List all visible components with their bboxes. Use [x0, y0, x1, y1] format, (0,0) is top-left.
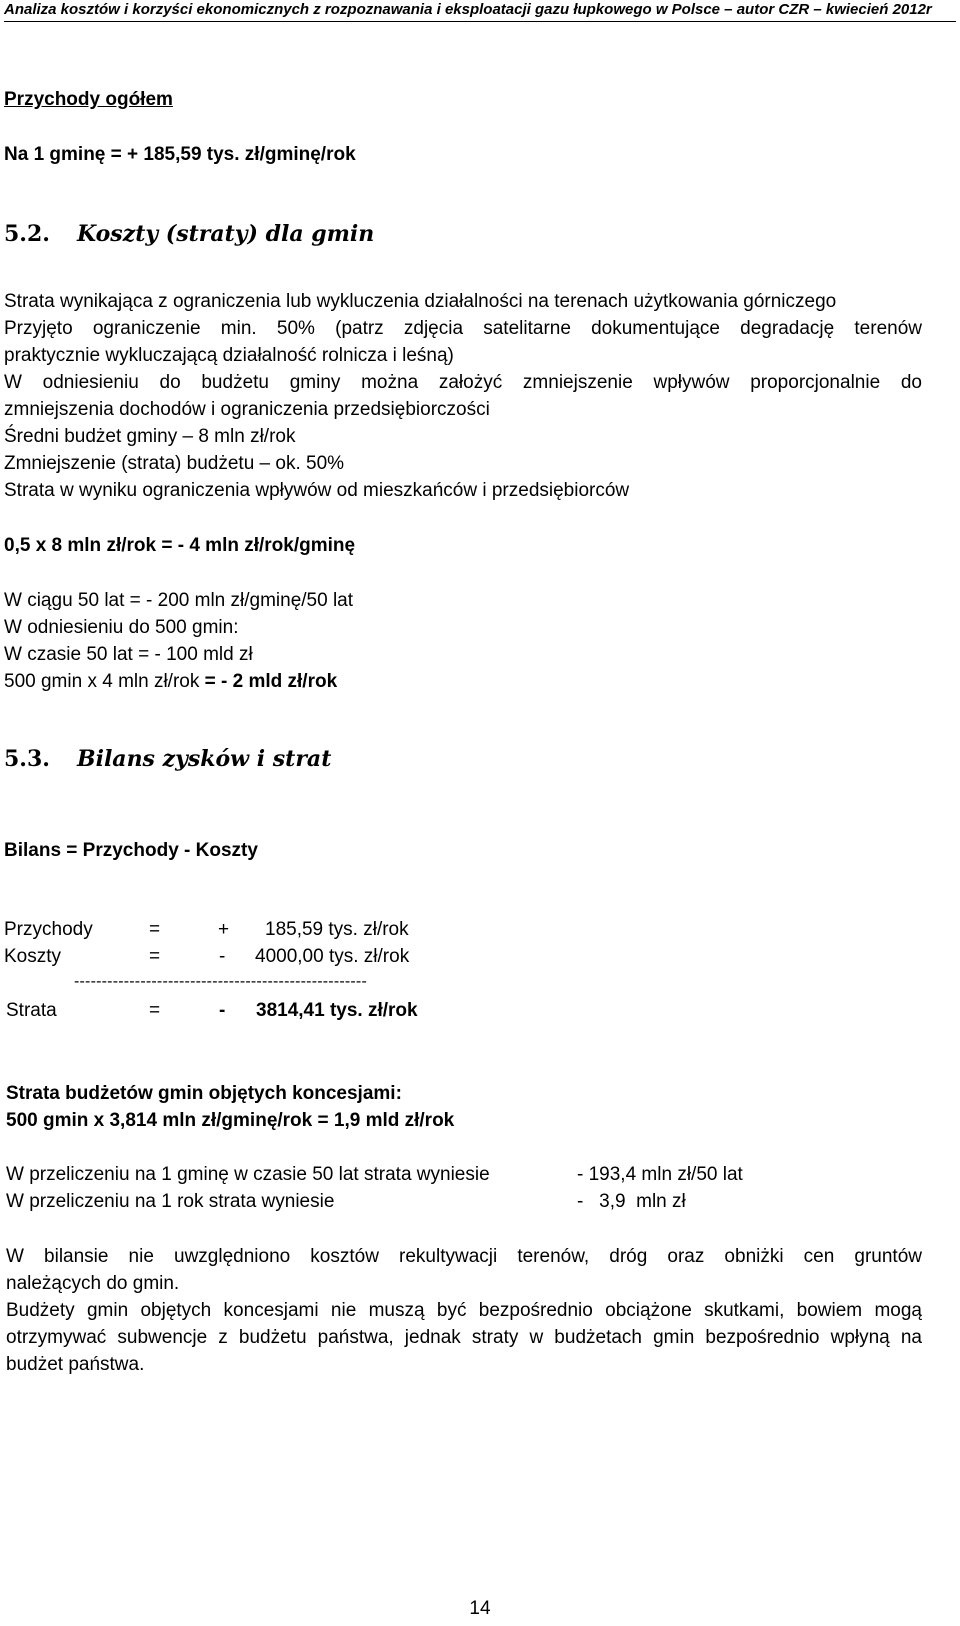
bilans-row-value: 3814,41 tys. zł/rok [256, 1000, 418, 1021]
recalc-label-50-lat: W przeliczeniu na 1 gminę w czasie 50 lat strata wyniesie [6, 1164, 490, 1185]
paragraph-1-line-1: W bilansie nie uwzględniono kosztów rekultywacji terenów, dróg oraz obniżki cen gruntów [6, 1246, 922, 1267]
bilans-row-label: Koszty [4, 946, 62, 967]
bilans-row-eq: = [149, 946, 161, 967]
section-52-title: Koszty (straty) dla gmin [77, 221, 375, 247]
section-53-title: Bilans zysków i strat [77, 746, 332, 772]
bilans-row-sign: - [219, 1000, 226, 1021]
bilans-row-label: Przychody [4, 919, 93, 940]
section-52-number: 5.2. [4, 221, 50, 247]
section-52-line-4: W odniesieniu do budżetu gminy można założyć zmniejszenie wpływów proporcjonalnie do [4, 372, 922, 393]
section-52-calc-1: W ciągu 50 lat = - 200 mln zł/gminę/50 lat [4, 590, 354, 611]
koncesje-title: Strata budżetów gmin objętych koncesjami: [6, 1083, 402, 1104]
section-52-total-value: = - 2 mld zł/rok [204, 671, 338, 692]
bilans-formula: Bilans = Przychody - Koszty [4, 840, 258, 861]
section-52-line-6: Średni budżet gminy – 8 mln zł/rok [4, 426, 296, 447]
bilans-row-value: 185,59 tys. zł/rok [265, 919, 409, 940]
paragraph-2-line-1: Budżety gmin objętych koncesjami nie muszą być bezpośrednio obciążone skutkami, bowiem mogą [6, 1300, 922, 1321]
bilans-row-sign: - [219, 946, 226, 967]
section-52-line-7: Zmniejszenie (strata) budżetu – ok. 50% [4, 453, 345, 474]
section-52-calc-2: W odniesieniu do 500 gmin: [4, 617, 239, 638]
section-52-line-3: praktycznie wykluczającą działalność rolnicza i leśną) [4, 345, 454, 366]
bilans-row-sign: + [218, 919, 230, 940]
paragraph-2-line-2: otrzymywać subwencje z budżetu państwa, jednak straty w budżetach gmin bezpośrednio wpłyną na [6, 1327, 922, 1348]
bilans-divider: ----------------------------------------------------- [74, 973, 367, 990]
income-title: Przychody ogółem [4, 89, 173, 110]
recalc-value-1-rok: - 3,9 mln zł [577, 1191, 686, 1212]
section-52-line-1: Strata wynikająca z ograniczenia lub wykluczenia działalności na terenach użytkowania górniczego [4, 291, 837, 312]
bilans-row-eq: = [149, 919, 161, 940]
section-52-total-prefix: 500 gmin x 4 mln zł/rok [4, 671, 205, 692]
section-52-line-8: Strata w wyniku ograniczenia wpływów od mieszkańców i przedsiębiorców [4, 480, 630, 501]
section-52-calc-3: W czasie 50 lat = - 100 mld zł [4, 644, 253, 665]
section-53-number: 5.3. [4, 746, 50, 772]
bilans-row-eq: = [149, 1000, 161, 1021]
section-52-line-2: Przyjęto ograniczenie min. 50% (patrz zdjęcia satelitarne dokumentujące degradację terenów [4, 318, 922, 339]
bilans-row-value: 4000,00 tys. zł/rok [255, 946, 410, 967]
running-header: Analiza kosztów i korzyści ekonomicznych z rozpoznawania i eksploatacji gazu łupkowego w Polsce – autor CZR – kwiecień 2012r [4, 0, 956, 22]
recalc-label-1-rok: W przeliczeniu na 1 rok strata wyniesie [6, 1191, 335, 1212]
koncesje-calc: 500 gmin x 3,814 mln zł/gminę/rok = 1,9 mld zł/rok [6, 1110, 455, 1131]
recalc-value-50-lat: - 193,4 mln zł/50 lat [577, 1164, 743, 1185]
paragraph-2-line-3: budżet państwa. [6, 1354, 145, 1375]
income-per-gmina: Na 1 gminę = + 185,59 tys. zł/gminę/rok [4, 144, 356, 165]
section-52-formula: 0,5 x 8 mln zł/rok = - 4 mln zł/rok/gminę [4, 535, 356, 556]
page-number: 14 [469, 1598, 491, 1619]
section-52-total-line [4, 668, 337, 696]
paragraph-1-line-2: należących do gmin. [6, 1273, 180, 1294]
section-52-line-5: zmniejszenia dochodów i ograniczenia przedsiębiorczości [4, 399, 490, 420]
bilans-row-label: Strata [6, 1000, 57, 1021]
